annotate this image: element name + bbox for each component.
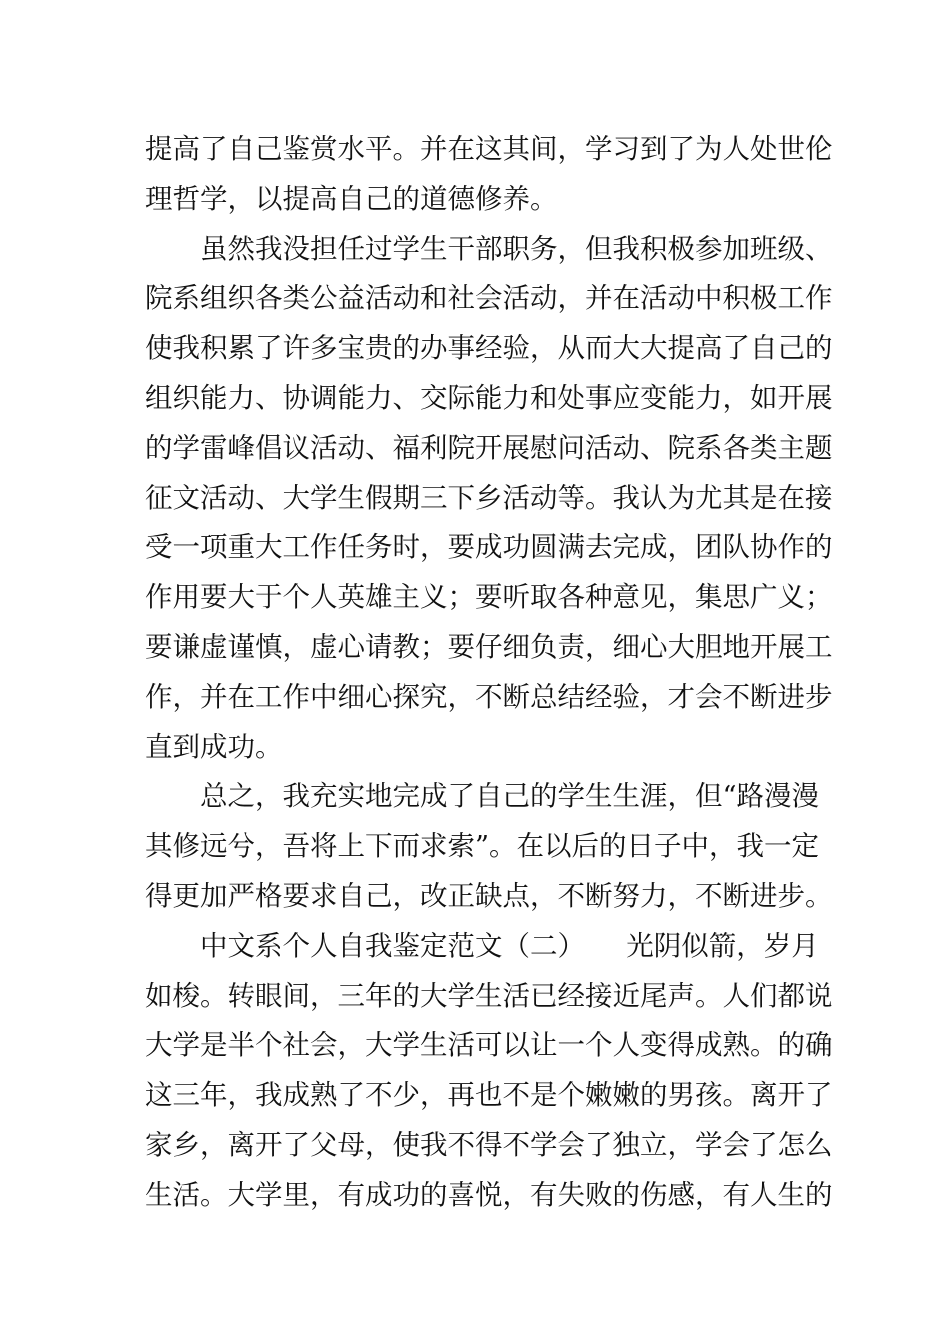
text-line-19: 大学是半个社会，大学生活可以让一个人变得成熟。的确 [145,1029,833,1062]
text-line-6: 组织能力、协调能力、交际能力和处事应变能力，如开展 [145,381,833,414]
text-line-17: 中文系个人自我鉴定范文（二） 光阴似箭，岁月 [145,929,819,962]
text-line-8: 征文活动、大学生假期三下乡活动等。我认为尤其是在接 [145,481,833,514]
text-line-9: 受一项重大工作任务时，要成功圆满去完成，团队协作的 [145,531,833,564]
text-line-21: 家乡，离开了父母，使我不得不学会了独立，学会了怎么 [145,1128,833,1161]
text-line-16: 得更加严格要求自己，改正缺点，不断努力，不断进步。 [145,879,833,912]
text-line-22: 生活。大学里，有成功的喜悦，有失败的伤感，有人生的 [145,1178,833,1211]
text-line-18: 如梭。转眼间，三年的大学生活已经接近尾声。人们都说 [145,979,833,1012]
text-line-3: 虽然我没担任过学生干部职务，但我积极参加班级、 [145,232,833,265]
text-line-7: 的学雷峰倡议活动、福利院开展慰问活动、院系各类主题 [145,431,833,464]
text-line-20: 这三年，我成熟了不少，再也不是个嫩嫩的男孩。离开了 [145,1079,833,1112]
text-line-13: 直到成功。 [145,730,283,763]
text-line-11: 要谦虚谨慎，虚心请教；要仔细负责，细心大胆地开展工 [145,630,833,663]
text-line-15: 其修远兮，吾将上下而求索”。在以后的日子中，我一定 [145,830,820,863]
body-text [145,125,833,1221]
text-line-1: 提高了自己鉴赏水平。并在这其间，学习到了为人处世伦 [145,133,833,165]
text-line-2: 理哲学，以提高自己的道德修养。 [145,182,558,215]
text-line-12: 作，并在工作中细心探究，不断总结经验，才会不断进步 [145,680,833,713]
text-line-14: 总之，我充实地完成了自己的学生生涯，但“路漫漫 [145,780,820,813]
text-line-4: 院系组织各类公益活动和社会活动，并在活动中积极工作 [145,282,833,315]
text-line-5: 使我积累了许多宝贵的办事经验，从而大大提高了自己的 [145,332,833,365]
text-line-10: 作用要大于个人英雄主义；要听取各种意见，集思广义； [145,581,833,614]
